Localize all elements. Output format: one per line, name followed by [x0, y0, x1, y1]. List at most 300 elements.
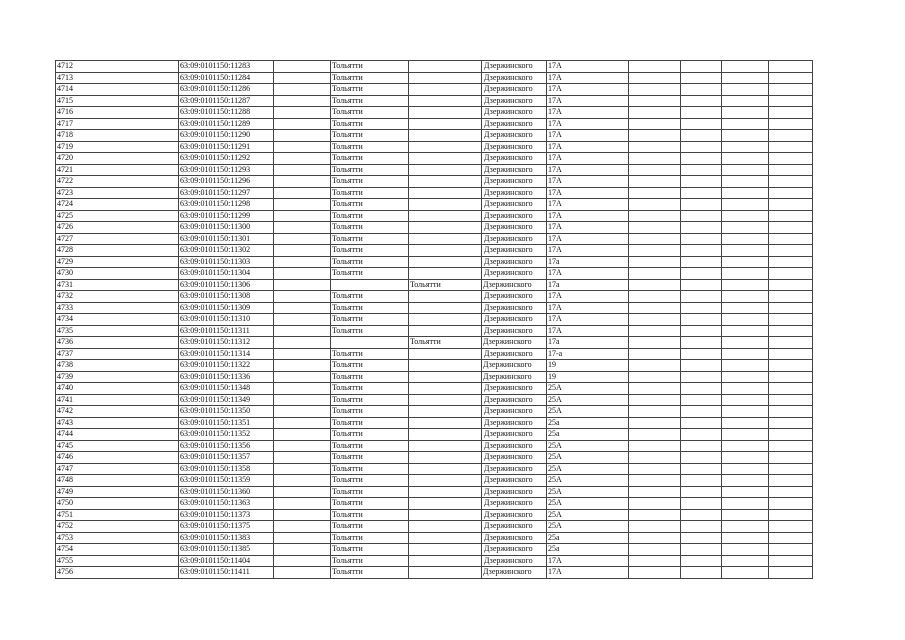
street-cell: Дзержинского	[482, 256, 547, 268]
blank-cell	[769, 383, 813, 395]
street-cell: Дзержинского	[482, 555, 547, 567]
blank-cell	[769, 95, 813, 107]
blank-cell	[681, 291, 722, 303]
blank-cell	[769, 291, 813, 303]
blank-cell	[681, 84, 722, 96]
blank-cell	[722, 509, 769, 521]
row-number-cell: 4728	[56, 245, 179, 257]
blank-cell	[681, 141, 722, 153]
blank-cell	[274, 210, 331, 222]
blank-cell	[681, 107, 722, 119]
city-cell: Тольятти	[331, 256, 409, 268]
city-alt-cell	[409, 475, 482, 487]
cadastral-number-cell: 63:09:0101150:11299	[179, 210, 274, 222]
table-row	[56, 199, 813, 211]
blank-cell	[629, 107, 681, 119]
blank-cell	[274, 521, 331, 533]
table-row	[56, 256, 813, 268]
blank-cell	[769, 164, 813, 176]
table-row	[56, 371, 813, 383]
blank-cell	[769, 84, 813, 96]
house-cell: 17А	[547, 95, 629, 107]
table-row	[56, 463, 813, 475]
city-alt-cell	[409, 567, 482, 579]
blank-cell	[769, 107, 813, 119]
cadastral-number-cell: 63:09:0101150:11383	[179, 532, 274, 544]
blank-cell	[629, 153, 681, 165]
blank-cell	[681, 440, 722, 452]
city-cell: Тольятти	[331, 555, 409, 567]
blank-cell	[769, 348, 813, 360]
street-cell: Дзержинского	[482, 360, 547, 372]
row-number-cell: 4752	[56, 521, 179, 533]
blank-cell	[274, 187, 331, 199]
blank-cell	[629, 452, 681, 464]
blank-cell	[629, 544, 681, 556]
blank-cell	[769, 452, 813, 464]
blank-cell	[722, 210, 769, 222]
blank-cell	[681, 245, 722, 257]
table-row	[56, 210, 813, 222]
cadastral-number-cell: 63:09:0101150:11296	[179, 176, 274, 188]
city-alt-cell	[409, 544, 482, 556]
street-cell: Дзержинского	[482, 440, 547, 452]
cadastral-number-cell: 63:09:0101150:11350	[179, 406, 274, 418]
row-number-cell: 4750	[56, 498, 179, 510]
blank-cell	[629, 532, 681, 544]
city-cell: Тольятти	[331, 176, 409, 188]
blank-cell	[274, 233, 331, 245]
blank-cell	[722, 486, 769, 498]
house-cell: 17А	[547, 233, 629, 245]
blank-cell	[274, 61, 331, 73]
row-number-cell: 4726	[56, 222, 179, 234]
house-cell: 25а	[547, 429, 629, 441]
register-rows	[56, 61, 813, 579]
row-number-cell: 4725	[56, 210, 179, 222]
city-cell: Тольятти	[331, 61, 409, 73]
table-row	[56, 429, 813, 441]
house-cell: 25А	[547, 440, 629, 452]
blank-cell	[629, 555, 681, 567]
blank-cell	[769, 233, 813, 245]
row-number-cell: 4720	[56, 153, 179, 165]
street-cell: Дзержинского	[482, 302, 547, 314]
street-cell: Дзержинского	[482, 463, 547, 475]
table-row	[56, 544, 813, 556]
blank-cell	[681, 314, 722, 326]
blank-cell	[769, 187, 813, 199]
blank-cell	[681, 498, 722, 510]
row-number-cell: 4729	[56, 256, 179, 268]
blank-cell	[629, 233, 681, 245]
blank-cell	[629, 199, 681, 211]
cadastral-number-cell: 63:09:0101150:11348	[179, 383, 274, 395]
cadastral-number-cell: 63:09:0101150:11287	[179, 95, 274, 107]
table-row	[56, 279, 813, 291]
blank-cell	[769, 210, 813, 222]
table-row	[56, 164, 813, 176]
blank-cell	[629, 521, 681, 533]
city-cell: Тольятти	[331, 371, 409, 383]
city-cell: Тольятти	[331, 302, 409, 314]
street-cell: Дзержинского	[482, 233, 547, 245]
blank-cell	[681, 302, 722, 314]
house-cell: 25а	[547, 417, 629, 429]
cadastral-number-cell: 63:09:0101150:11312	[179, 337, 274, 349]
blank-cell	[681, 187, 722, 199]
blank-cell	[274, 176, 331, 188]
table-row	[56, 440, 813, 452]
house-cell: 25А	[547, 463, 629, 475]
blank-cell	[274, 279, 331, 291]
city-alt-cell	[409, 314, 482, 326]
blank-cell	[274, 314, 331, 326]
city-alt-cell: Тольятти	[409, 279, 482, 291]
city-alt-cell	[409, 383, 482, 395]
street-cell: Дзержинского	[482, 72, 547, 84]
blank-cell	[274, 72, 331, 84]
blank-cell	[629, 406, 681, 418]
cadastral-number-cell: 63:09:0101150:11298	[179, 199, 274, 211]
table-row	[56, 61, 813, 73]
blank-cell	[274, 475, 331, 487]
cadastral-number-cell: 63:09:0101150:11306	[179, 279, 274, 291]
row-number-cell: 4744	[56, 429, 179, 441]
house-cell: 17А	[547, 107, 629, 119]
blank-cell	[722, 337, 769, 349]
city-cell: Тольятти	[331, 440, 409, 452]
blank-cell	[722, 383, 769, 395]
blank-cell	[629, 325, 681, 337]
row-number-cell: 4743	[56, 417, 179, 429]
cadastral-number-cell: 63:09:0101150:11363	[179, 498, 274, 510]
house-cell: 17а	[547, 337, 629, 349]
city-cell: Тольятти	[331, 521, 409, 533]
house-cell: 17А	[547, 118, 629, 130]
blank-cell	[629, 394, 681, 406]
table-row	[56, 176, 813, 188]
blank-cell	[769, 245, 813, 257]
blank-cell	[722, 256, 769, 268]
city-alt-cell	[409, 555, 482, 567]
blank-cell	[769, 256, 813, 268]
table-row	[56, 521, 813, 533]
blank-cell	[681, 394, 722, 406]
city-cell: Тольятти	[331, 325, 409, 337]
row-number-cell: 4741	[56, 394, 179, 406]
cadastral-number-cell: 63:09:0101150:11411	[179, 567, 274, 579]
blank-cell	[274, 268, 331, 280]
table-row	[56, 291, 813, 303]
house-cell: 17А	[547, 268, 629, 280]
row-number-cell: 4742	[56, 406, 179, 418]
cadastral-number-cell: 63:09:0101150:11336	[179, 371, 274, 383]
blank-cell	[769, 337, 813, 349]
house-cell: 17А	[547, 245, 629, 257]
blank-cell	[769, 325, 813, 337]
blank-cell	[722, 291, 769, 303]
cadastral-number-cell: 63:09:0101150:11404	[179, 555, 274, 567]
cadastral-number-cell: 63:09:0101150:11352	[179, 429, 274, 441]
row-number-cell: 4719	[56, 141, 179, 153]
city-cell: Тольятти	[331, 84, 409, 96]
city-cell: Тольятти	[331, 498, 409, 510]
blank-cell	[769, 72, 813, 84]
city-cell: Тольятти	[331, 509, 409, 521]
table-row	[56, 302, 813, 314]
house-cell: 17А	[547, 164, 629, 176]
blank-cell	[629, 348, 681, 360]
city-alt-cell	[409, 199, 482, 211]
city-alt-cell	[409, 509, 482, 521]
street-cell: Дзержинского	[482, 429, 547, 441]
house-cell: 17А	[547, 222, 629, 234]
city-alt-cell	[409, 406, 482, 418]
blank-cell	[681, 256, 722, 268]
cadastral-number-cell: 63:09:0101150:11359	[179, 475, 274, 487]
cadastral-number-cell: 63:09:0101150:11289	[179, 118, 274, 130]
street-cell: Дзержинского	[482, 222, 547, 234]
street-cell: Дзержинского	[482, 567, 547, 579]
row-number-cell: 4749	[56, 486, 179, 498]
row-number-cell: 4740	[56, 383, 179, 395]
blank-cell	[629, 118, 681, 130]
row-number-cell: 4735	[56, 325, 179, 337]
cadastral-number-cell: 63:09:0101150:11311	[179, 325, 274, 337]
table-row	[56, 555, 813, 567]
house-cell: 19	[547, 360, 629, 372]
city-cell: Тольятти	[331, 210, 409, 222]
cadastral-number-cell: 63:09:0101150:11300	[179, 222, 274, 234]
blank-cell	[681, 153, 722, 165]
blank-cell	[274, 222, 331, 234]
blank-cell	[769, 314, 813, 326]
blank-cell	[274, 95, 331, 107]
city-cell: Тольятти	[331, 406, 409, 418]
cadastral-number-cell: 63:09:0101150:11322	[179, 360, 274, 372]
blank-cell	[769, 486, 813, 498]
city-alt-cell	[409, 371, 482, 383]
table-row	[56, 348, 813, 360]
row-number-cell: 4717	[56, 118, 179, 130]
city-alt-cell	[409, 521, 482, 533]
street-cell: Дзержинского	[482, 107, 547, 119]
blank-cell	[629, 130, 681, 142]
street-cell: Дзержинского	[482, 164, 547, 176]
street-cell: Дзержинского	[482, 268, 547, 280]
blank-cell	[722, 118, 769, 130]
blank-cell	[769, 567, 813, 579]
blank-cell	[629, 383, 681, 395]
blank-cell	[769, 268, 813, 280]
city-alt-cell	[409, 268, 482, 280]
row-number-cell: 4745	[56, 440, 179, 452]
city-alt-cell	[409, 153, 482, 165]
city-alt-cell	[409, 463, 482, 475]
city-cell: Тольятти	[331, 452, 409, 464]
blank-cell	[629, 337, 681, 349]
blank-cell	[769, 555, 813, 567]
house-cell: 17А	[547, 291, 629, 303]
house-cell: 17А	[547, 302, 629, 314]
row-number-cell: 4754	[56, 544, 179, 556]
city-alt-cell	[409, 107, 482, 119]
street-cell: Дзержинского	[482, 498, 547, 510]
cadastral-number-cell: 63:09:0101150:11308	[179, 291, 274, 303]
blank-cell	[769, 417, 813, 429]
city-alt-cell	[409, 498, 482, 510]
table-row	[56, 360, 813, 372]
cadastral-number-cell: 63:09:0101150:11309	[179, 302, 274, 314]
city-alt-cell	[409, 532, 482, 544]
table-row	[56, 72, 813, 84]
blank-cell	[629, 509, 681, 521]
blank-cell	[722, 164, 769, 176]
blank-cell	[769, 463, 813, 475]
row-number-cell: 4746	[56, 452, 179, 464]
house-cell: 25а	[547, 544, 629, 556]
row-number-cell: 4734	[56, 314, 179, 326]
blank-cell	[722, 452, 769, 464]
row-number-cell: 4738	[56, 360, 179, 372]
street-cell: Дзержинского	[482, 532, 547, 544]
street-cell: Дзержинского	[482, 95, 547, 107]
blank-cell	[629, 95, 681, 107]
cadastral-number-cell: 63:09:0101150:11351	[179, 417, 274, 429]
row-number-cell: 4727	[56, 233, 179, 245]
city-cell: Тольятти	[331, 463, 409, 475]
blank-cell	[681, 176, 722, 188]
house-cell: 17а	[547, 279, 629, 291]
blank-cell	[274, 498, 331, 510]
blank-cell	[681, 130, 722, 142]
city-cell: Тольятти	[331, 383, 409, 395]
city-alt-cell	[409, 84, 482, 96]
blank-cell	[722, 176, 769, 188]
blank-cell	[274, 130, 331, 142]
table-row	[56, 95, 813, 107]
blank-cell	[722, 153, 769, 165]
table-row	[56, 118, 813, 130]
street-cell: Дзержинского	[482, 61, 547, 73]
street-cell: Дзержинского	[482, 337, 547, 349]
blank-cell	[722, 199, 769, 211]
street-cell: Дзержинского	[482, 452, 547, 464]
blank-cell	[629, 245, 681, 257]
city-alt-cell	[409, 61, 482, 73]
blank-cell	[769, 521, 813, 533]
blank-cell	[629, 429, 681, 441]
city-alt-cell	[409, 164, 482, 176]
blank-cell	[722, 440, 769, 452]
city-cell: Тольятти	[331, 141, 409, 153]
row-number-cell: 4747	[56, 463, 179, 475]
blank-cell	[769, 141, 813, 153]
house-cell: 17А	[547, 199, 629, 211]
blank-cell	[722, 498, 769, 510]
city-cell: Тольятти	[331, 417, 409, 429]
cadastral-number-cell: 63:09:0101150:11283	[179, 61, 274, 73]
city-alt-cell	[409, 245, 482, 257]
street-cell: Дзержинского	[482, 406, 547, 418]
city-cell: Тольятти	[331, 95, 409, 107]
blank-cell	[629, 498, 681, 510]
blank-cell	[629, 567, 681, 579]
house-cell: 17А	[547, 210, 629, 222]
city-alt-cell	[409, 176, 482, 188]
city-alt-cell	[409, 291, 482, 303]
house-cell: 25А	[547, 383, 629, 395]
blank-cell	[629, 187, 681, 199]
blank-cell	[681, 325, 722, 337]
city-alt-cell: Тольятти	[409, 337, 482, 349]
blank-cell	[274, 302, 331, 314]
blank-cell	[769, 440, 813, 452]
city-alt-cell	[409, 130, 482, 142]
street-cell: Дзержинского	[482, 475, 547, 487]
city-cell: Тольятти	[331, 245, 409, 257]
table-row	[56, 222, 813, 234]
street-cell: Дзержинского	[482, 279, 547, 291]
blank-cell	[769, 279, 813, 291]
street-cell: Дзержинского	[482, 130, 547, 142]
cadastral-number-cell: 63:09:0101150:11303	[179, 256, 274, 268]
blank-cell	[722, 314, 769, 326]
row-number-cell: 4713	[56, 72, 179, 84]
blank-cell	[274, 141, 331, 153]
blank-cell	[274, 532, 331, 544]
blank-cell	[769, 475, 813, 487]
blank-cell	[722, 302, 769, 314]
table-row	[56, 532, 813, 544]
blank-cell	[681, 521, 722, 533]
table-row	[56, 268, 813, 280]
house-cell: 19	[547, 371, 629, 383]
cadastral-number-cell: 63:09:0101150:11302	[179, 245, 274, 257]
city-cell: Тольятти	[331, 348, 409, 360]
street-cell: Дзержинского	[482, 210, 547, 222]
blank-cell	[629, 176, 681, 188]
blank-cell	[722, 233, 769, 245]
street-cell: Дзержинского	[482, 348, 547, 360]
blank-cell	[681, 222, 722, 234]
table-row	[56, 498, 813, 510]
blank-cell	[769, 118, 813, 130]
city-cell: Тольятти	[331, 130, 409, 142]
blank-cell	[274, 567, 331, 579]
table-row	[56, 107, 813, 119]
row-number-cell: 4714	[56, 84, 179, 96]
table-row	[56, 406, 813, 418]
blank-cell	[722, 187, 769, 199]
blank-cell	[274, 417, 331, 429]
cadastral-number-cell: 63:09:0101150:11373	[179, 509, 274, 521]
blank-cell	[681, 475, 722, 487]
blank-cell	[274, 555, 331, 567]
cadastral-number-cell: 63:09:0101150:11293	[179, 164, 274, 176]
blank-cell	[769, 532, 813, 544]
table-row	[56, 84, 813, 96]
street-cell: Дзержинского	[482, 291, 547, 303]
blank-cell	[722, 417, 769, 429]
row-number-cell: 4723	[56, 187, 179, 199]
city-cell: Тольятти	[331, 187, 409, 199]
blank-cell	[629, 371, 681, 383]
blank-cell	[274, 452, 331, 464]
row-number-cell: 4716	[56, 107, 179, 119]
blank-cell	[681, 95, 722, 107]
